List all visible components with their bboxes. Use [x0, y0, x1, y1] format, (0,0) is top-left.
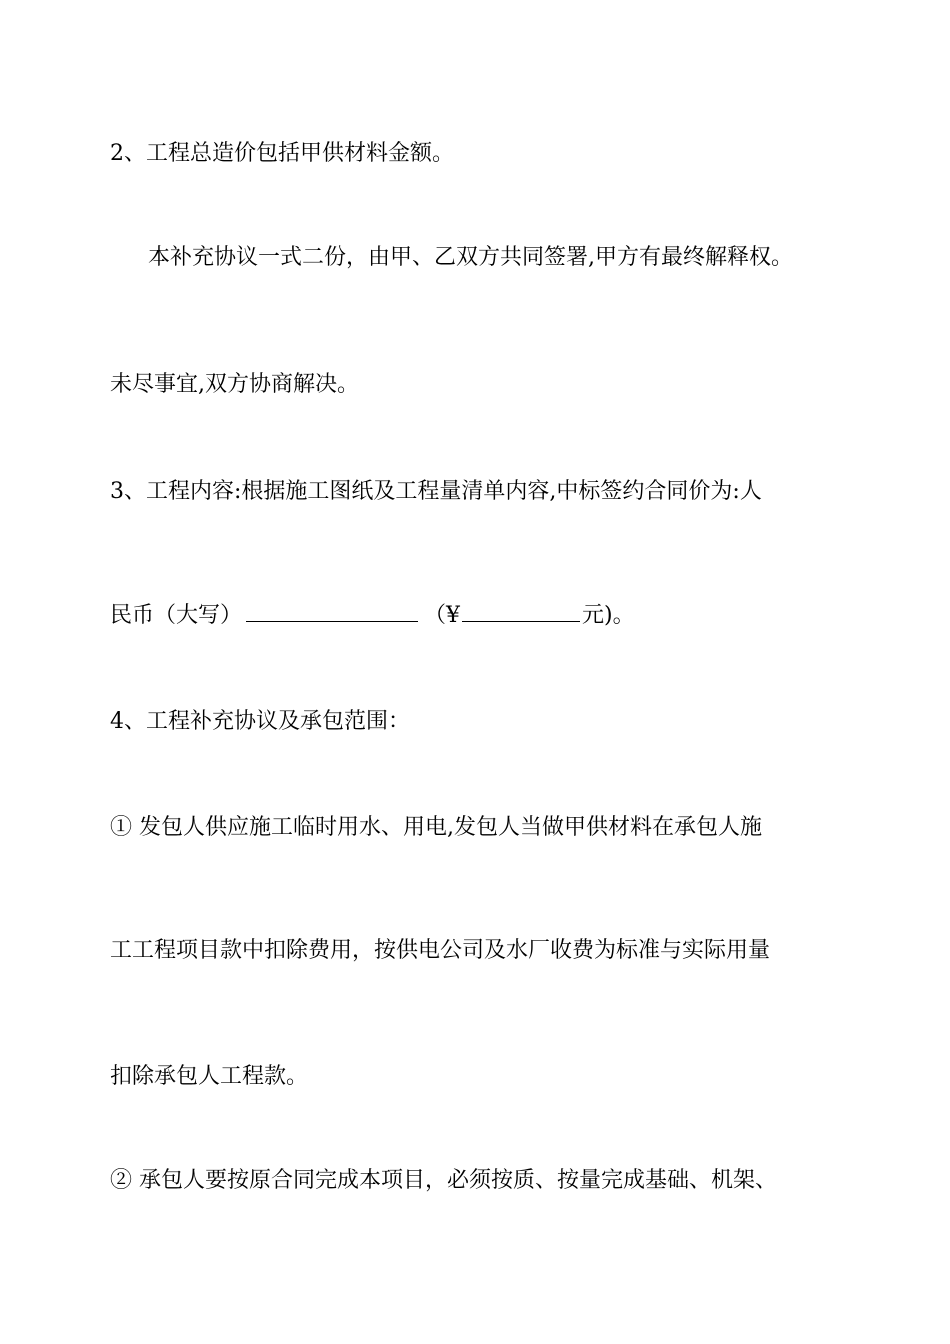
contract-price-prefix: 民币（大写） [110, 603, 243, 628]
amount-in-words-blank[interactable] [246, 599, 418, 622]
item-1-water-electricity: ① 发包人供应施工临时用水、用电,发包人当做甲供材料在承包人施 [110, 815, 762, 840]
clause-3-project-content: 3、工程内容:根据施工图纸及工程量清单内容,中标签约合同价为:人 [110, 479, 762, 504]
amount-in-figures-blank[interactable] [462, 599, 580, 622]
contract-price-suffix: 元)。 [582, 603, 635, 628]
unresolved-matters-line: 未尽事宜,双方协商解决。 [110, 372, 359, 397]
contract-price-line [110, 599, 635, 631]
item-1-continuation: 工工程项目款中扣除费用，按供电公司及水厂收费为标准与实际用量 [110, 938, 771, 963]
agreement-copies-paragraph: 本补充协议一式二份，由甲、乙双方共同签署,甲方有最终解释权。 [148, 245, 793, 270]
contract-price-middle: （¥ [424, 603, 461, 628]
item-2-contractor-obligations: ② 承包人要按原合同完成本项目，必须按质、按量完成基础、机架、 [110, 1168, 777, 1193]
clause-4-scope-heading: 4、工程补充协议及承包范围： [110, 709, 410, 734]
clause-2-total-cost: 2、工程总造价包括甲供材料金额。 [110, 141, 454, 166]
item-1-end: 扣除承包人工程款。 [110, 1064, 309, 1089]
